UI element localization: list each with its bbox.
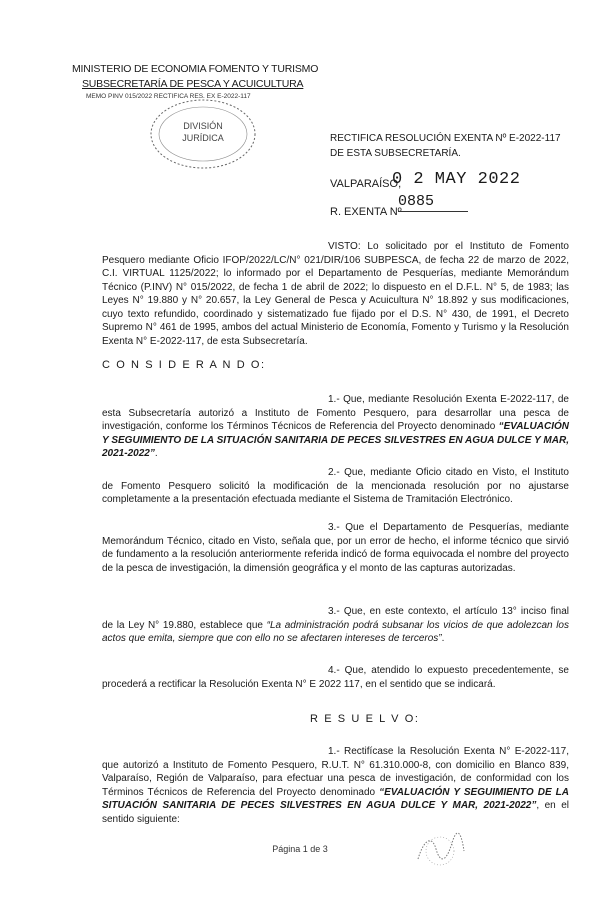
rex-underline: [398, 211, 468, 212]
c2-text: 2.- Que, mediante Oficio citado en Visto, el Instituto de Fomento Pesquero solicitó la modificación de la mencionada resolución por no ajustarse completamente a la presentación efectuada mediante el Sistema de Tramitación Electrónico.: [102, 467, 569, 505]
c1-project-name: “EVALUACIÓN Y SEGUIMIENTO DE LA SITUACIÓN SANITARIA DE PECES SILVESTRES EN AGUA DULCE Y MAR, 2021-2022”: [102, 421, 569, 459]
rex-label: R. EXENTA Nº: [330, 206, 402, 218]
stamp-line1: DIVISIÓN: [183, 121, 223, 131]
c5-text: 4.- Que, atendido lo expuesto precedentemente, se procederá a rectificar la Resolución Exenta N° E 2022 117, en el sentido que se indicará.: [102, 665, 569, 690]
c3-text: 3.- Que el Departamento de Pesquerías, mediante Memorándum Técnico, citado en Visto, señala que, por un error de hecho, el informe técnico que sirvió de fundamento a la resolución anteriormente referida indicó de forma equivocada el nombre del proyecto de la pesca de investigación, la dimensión geográfica y el monto de las capturas autorizadas.: [102, 522, 569, 574]
memo-reference: MEMO PINV 015/2022 RECTIFICA RES. EX E-2022-117: [86, 93, 251, 100]
r1-project-name: “EVALUACIÓN Y SEGUIMIENTO DE LA SITUACIÓN SANITARIA DE PECES SILVESTRES EN AGUA DULCE Y MAR, 2021-2022”: [102, 786, 570, 811]
considerando-heading: C O N S I D E R A N D O:: [102, 359, 266, 371]
ministry-name: MINISTERIO DE ECONOMIA FOMENTO Y TURISMO: [72, 63, 319, 75]
place-label: VALPARAÍSO,: [330, 178, 402, 190]
resolution-reference: RECTIFICA RESOLUCIÓN EXENTA Nº E-2022-117 DE ESTA SUBSECRETARÍA.: [330, 133, 561, 159]
visto-label: VISTO:: [328, 241, 361, 252]
page-number: Página 1 de 3: [272, 844, 328, 854]
stamp-line2: JURÍDICA: [182, 133, 224, 143]
resuelvo-1: [102, 745, 569, 826]
c1-text: 1.- Que, mediante Resolución Exenta E-2022-117, de esta Subsecretaría autorizó a Instituto de Fomento Pesquero, para desarrollar una pesca de investigación, conforme los Términos Técnicos de Referencia del Proyecto denominado: [102, 394, 569, 432]
division-juridica-stamp: [148, 96, 258, 172]
r1-text: 1.- Rectifícase la Resolución Exenta N° E-2022-117, que autorizó a Instituto de Fomento Pesquero, R.U.T. N° 61.310.000-8, con domicilio en Blanco 839, Valparaíso, Región de Valparaíso, para efectuar una pesca de investigación, de conformidad con los Términos Técnicos de Referencia del Proyecto denominado: [102, 746, 569, 798]
subsecretaria-name: SUBSECRETARÍA DE PESCA Y ACUICULTURA: [82, 78, 304, 90]
rex-number: 0885: [398, 193, 435, 210]
r1-end: , en el sentido siguiente:: [102, 800, 569, 825]
visto-text: Lo solicitado por el Instituto de Fomento Pesquero mediante Oficio IFOP/2022/LC/N° 021/DIR/106 SUBPESCA, de fecha 22 de marzo de 2022, C.I. VIRTUAL 1125/2022; lo informado por el Departamento de Pesquerías, mediante Memorándum Técnico (P.INV) N° 015/2022, de fecha 1 de abril de 2022; lo dispuesto en el D.F.L. N° 5, de 1983; las Leyes N° 19.880 y N° 20.657, la Ley General de Pesca y Acuicultura N° 18.892 y sus modificaciones, cuyo texto refundido, coordinado y sistematizado fue fijado por el D.S. N° 430, de 1991, el Decreto Supremo N° 461 de 1995, ambos del actual Ministerio de Economía, Fomento y Turismo y la Resolución Exenta N° E-2022-117, de esta Subsecretaría.: [102, 241, 569, 347]
c4-end: .: [441, 633, 445, 644]
considerando-2: [102, 466, 569, 507]
c1-end: .: [154, 448, 158, 459]
considerando-3: [102, 521, 569, 575]
considerando-5: [102, 664, 569, 691]
considerando-1: [102, 393, 569, 461]
visto-paragraph: [102, 240, 569, 348]
resuelvo-heading: R E S U E L V O:: [310, 713, 420, 725]
c4-quote: “La administración podrá subsanar los vicios de que adolezcan los actos que emita, siempre que con ello no se afectaren intereses de terceros”: [102, 619, 569, 644]
c4-text: 3.- Que, en este contexto, el artículo 13° inciso final de la Ley N° 19.880, establece que: [102, 606, 569, 631]
resolution-date: 0 2 MAY 2022: [392, 170, 521, 189]
considerando-4: [102, 605, 569, 646]
